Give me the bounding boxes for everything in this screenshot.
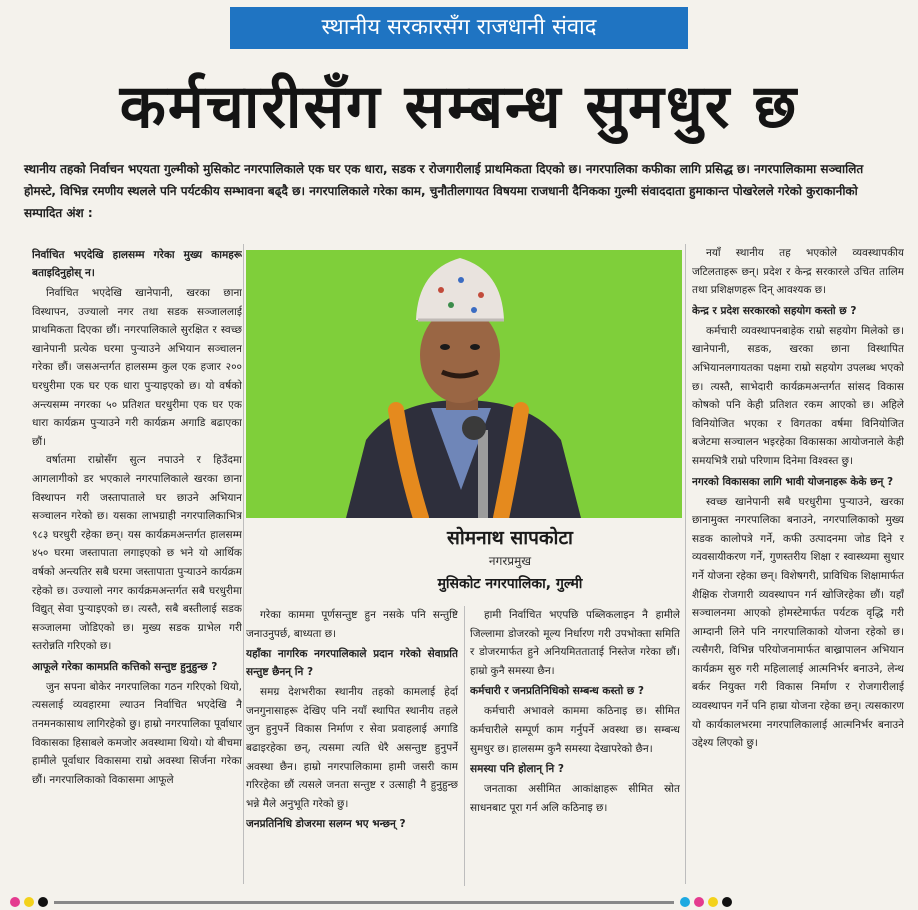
answer-6: जनताका असीमित आकांक्षाहरू सीमित स्रोत साधनबाट पूरा गर्न अलि कठिनाइ छ।	[470, 783, 680, 814]
answer-1b: वर्षातमा राम्रोसँग सुत्न नपाउने र हिउँदमा आगलागीको डर भएकाले नगरपालिकाले खरका छाना विस्थापन गरी जस्तापाताले घर छाउने अभियान सञ्चालन गरेको छ। यसका लाभग्राही नगरपालिकाभित्र ९८३ घरधुरी रहेका छन्। यस कार्यक्रमअन्तर्गत हालसम्म ४५० घरमा जस्तापाता लगाइएको छ भने यो आर्थिक वर्षको अन्त्यतिर सबै घरमा जस्तापाता पुर्‍याउने कार्यक्रम रहेको छ। उज्यालो नगर कार्यक्रमअन्तर्गत सबै घरधुरीमा विद्युत् सेवा पुर्‍याइएको छ। त्यस्तै, सबै बस्तीलाई सडक सञ्जालमा जोडिएको छ। मुख्य सडक ग्राभेल गरी स्तरोन्नति गरिएको छ।	[32, 454, 242, 653]
yellow-dot-icon	[24, 897, 34, 907]
black-dot-icon	[722, 897, 732, 907]
caption-organization: मुसिकोट नगरपालिका, गुल्मी	[437, 576, 583, 592]
question-6: समस्या पनि होलान् नि ?	[470, 763, 565, 776]
section-banner: स्थानीय सरकारसँग राजधानी संवाद	[230, 7, 688, 49]
print-footer	[0, 893, 918, 910]
portrait-photo	[246, 250, 682, 518]
yellow-dot-icon	[708, 897, 718, 907]
caption-role: नगरप्रमुख	[488, 554, 532, 568]
left-column	[32, 244, 242, 884]
column-divider	[464, 606, 465, 886]
answer-5: कर्मचारी अभावले काममा कठिनाइ छ। सीमित कर्मचारीले सम्पूर्ण काम गर्नुपर्ने अवस्था छ। सम्बन्ध सुमधुर छ। हालसम्म कुनै समस्या देखापरेको छैन।	[470, 705, 680, 755]
middle-column-1	[246, 606, 458, 886]
footer-rule	[54, 901, 674, 904]
question-3: यहाँका नागरिक नगरपालिकाले प्रदान गरेको सेवाप्रति सन्तुष्ट छैनन् नि ?	[246, 648, 458, 679]
answer-2: जुन सपना बोकेर नगरपालिका गठन गरिएको थियो, त्यसलाई व्यवहारमा ल्याउन निर्वाचित भएदेखि नै तनमनकासाथ लागिरहेको छु। हाम्रो नगरपालिका पूर्वाधार विकासका हिसाबले कमजोर अवस्थामा थियो। यो बीचमा हामीले पूर्वाधार विकासमा राम्रो अवस्था सिर्जना गरेका छौं। नगरपालिकाको विकासमा आफूले	[32, 680, 242, 786]
question-1: निर्वाचित भएदेखि हालसम्म गरेका मुख्य कामहरू बताइदिनुहोस् न।	[32, 249, 242, 279]
cyan-dot-icon	[680, 897, 690, 907]
answer-1: निर्वाचित भएदेखि खानेपानी, खरका छाना विस्थापन, उज्यालो नगर तथा सडक सञ्जाललाई प्राथमिकता दिएका छौं। नगरपालिकाले सुरक्षित र स्वच्छ खानेपानी प्रत्येक घरमा पुर्‍याउने अभियान सञ्चालन गरेका छौं। जसअन्तर्गत हालसम्म कुल एक हजार २०० घरधुरीमा एक घर एक धारा पुर्‍याइएको छ। यो वर्षको अन्त्यसम्म नगरका ५० प्रतिशत घरधुरीमा एक घर एक धारा कार्यक्रम पुर्‍याउने गरी कार्यक्रम अगाडि बढाएका छौं।	[32, 287, 242, 448]
headline: कर्मचारीसँग सम्बन्ध सुमधुर छ	[119, 72, 799, 142]
column-divider	[243, 244, 244, 884]
magenta-dot-icon	[694, 897, 704, 907]
question-4: जनप्रतिनिधि डोजरमा सलग्न भए भन्छन् ?	[246, 818, 406, 831]
question-5: कर्मचारी र जनप्रतिनिधिको सम्बन्ध कस्तो छ ?	[470, 685, 644, 698]
portrait-illustration	[246, 250, 682, 518]
answer-6-continued: नयाँ स्थानीय तह भएकोले व्यवस्थापकीय जटिलताहरू छन्। प्रदेश र केन्द्र सरकारले उचित तालिम तथा प्रशिक्षणहरू दिन् आवश्यक छ।	[692, 247, 904, 297]
black-dot-icon	[38, 897, 48, 907]
question-2: आफूले गरेका कामप्रति कत्तिको सन्तुष्ट हुनुहुन्छ ?	[32, 660, 218, 673]
magenta-dot-icon	[10, 897, 20, 907]
question-8: नगरको विकासका लागि भावी योजनाहरू केके छन् ?	[692, 475, 894, 488]
caption-name: सोमनाथ सापकोटा	[447, 527, 573, 549]
intro-paragraph: स्थानीय तहको निर्वाचन भएयता गुल्मीको मुसिकोट नगरपालिकाले एक घर एक धारा, सडक र रोजगारीलाई प्राथमिकता दिएको छ। नगरपालिका कफीका लागि प्रसिद्ध छ। नगरपालिकामा सञ्चालित होमस्टे, विभिन्न रमणीय स्थलले पनि पर्यटकीय सम्भावना बढ्दै छ। नगरपालिकाले गरेका काम, चुनौतीलगायत विषयमा राजधानी दैनिकका गुल्मी संवाददाता हुमाकान्त पोखरेलले गरेको कुराकानीको सम्पादित अंश :	[24, 162, 864, 220]
answer-8: स्वच्छ खानेपानी सबै घरधुरीमा पुर्‍याउने, खरका छानामुक्त नगरपालिका बनाउने, नगरपालिकाको मुख्य सडक कालोपत्रे गर्ने, कफी उत्पादनमा जोड दिने र व्यवसायीकरण गर्ने, गुणस्तरीय शिक्षा र स्वास्थ्यमा सुधार गर्ने योजना रहेका छन्। विशेषगरी, प्राविधिक शिक्षामार्फत शैक्षिक रोजगारी व्यवस्थापन गर्न खोजिरहेका छौं। यहाँ सञ्चालनमा आएको होमस्टेमार्फत पर्यटक वृद्धि गरी आम्दानी लिने पनि नगरपालिकाको योजना रहेको छ। त्यसैगरी, विभिन्न परियोजनामार्फत बाख्रापालन अभियान कार्यक्रम सुरु गरी महिलालाई आत्मनिर्भर बनाउने, लेन्थ बर्कर नियुक्त गरी विकास निर्माण र रोजगारीलाई व्यवस्थापन गर्ने पनि हाम्रा योजना रहेका छन्। त्यसकारण यो कार्यकालभरमा नगरपालिकालाई आत्मनिर्भर बनाउने उद्देश्य लिएको छु।	[692, 495, 904, 750]
question-7: केन्द्र र प्रदेश सरकारको सहयोग कस्तो छ ?	[692, 304, 857, 317]
answer-4: हामी निर्वाचित भएपछि पब्लिकलाइन नै हामीले जिल्लामा डोजरको मूल्य निर्धारण गरी उपभोक्ता समिति र डोजरमार्फत हुने अनियमितताताई निस्तेज गरेका छौं। हाम्रो कुनै समस्या छैन।	[470, 609, 680, 677]
answer-2-continued: गरेका काममा पूर्णसन्तुष्ट हुन नसके पनि सन्तुष्टि जनाउनुपर्छ, बाध्यता छ।	[246, 609, 458, 640]
answer-7: कर्मचारी व्यवस्थापनबाहेक राम्रो सहयोग मिलेको छ। खानेपानी, सडक, खरका छाना विस्थापित अभियानलगायतका पक्षमा राम्रो सहयोग उपलब्ध भएको छ। त्यस्तै, साभेदारी कार्यक्रमअन्तर्गत सांसद विकास कोषको पनि केही प्रतिशत रकम आएको छ। अहिले विनियोजित भएका र विगतका वर्षमा विनियोजित बजेटमा सञ्चालन भइरहेका विकासका आयोजनाले केही समयभित्रै राम्रो परिणाम दिनेमा विश्वस्त छु।	[692, 324, 904, 467]
right-column	[692, 244, 904, 884]
middle-column-2	[470, 606, 680, 886]
answer-3: समग्र देशभरीका स्थानीय तहको कामलाई हेर्दा जनगुनासाहरू देखिए पनि नयाँ स्थापित स्थानीय तहले जुन हुनुपर्ने विकास निर्माण र सेवा प्रवाहलाई अगाडि बढाइरहेका छन्, त्यसमा त्यति धेरै असन्तुष्ट हुनुपर्ने अवस्था छैन। हाम्रो नगरपालिकामा हामी जसरी काम गरिरहेका छौं त्यसले जनता सन्तुष्ट र उत्साही नै हुनुहुन्छ भन्ने मैले अनुभूति गरेको छु।	[246, 686, 458, 810]
